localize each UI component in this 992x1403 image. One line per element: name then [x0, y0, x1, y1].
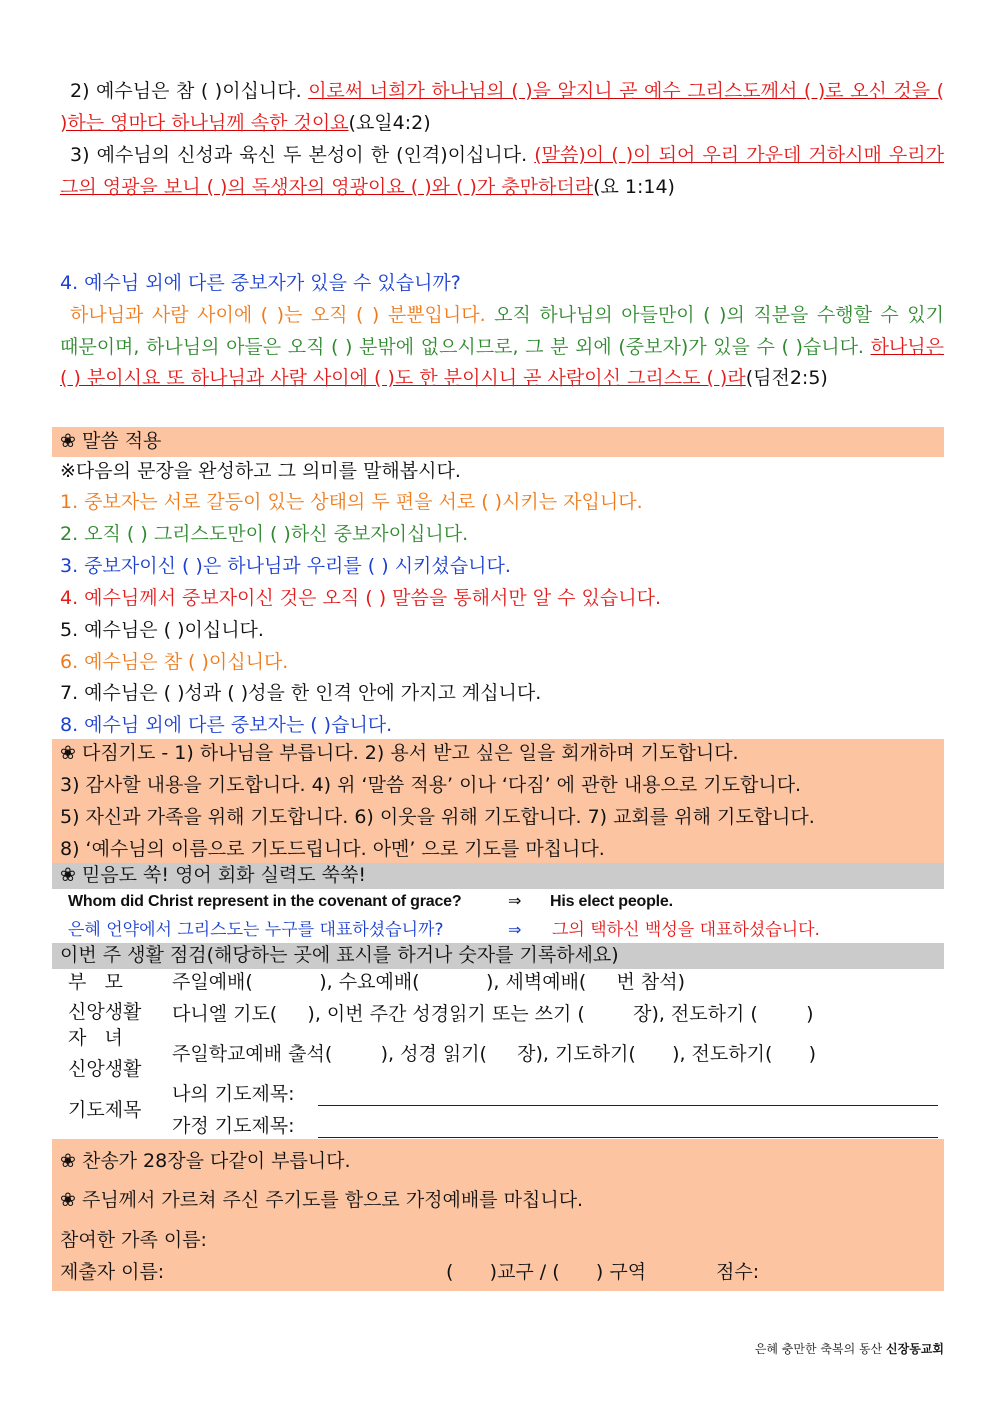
parent-label-1: 부 모	[68, 971, 123, 993]
prayer-line-3: 5) 자신과 가족을 위해 기도합니다. 6) 이웃을 위해 기도합니다. 7) 교회를 위해 기도합니다.	[60, 806, 815, 828]
question-4-answer: 하나님과 사람 사이에 ( )는 오직 ( ) 분뿐입니다. 오직 하나님의 아들만이 ( )의 직분을 수행할 수 있기 때문이며, 하나님의 아들은 오직 ( ) 분밖에 없으시므로, 그 분 외에 (중보자)가 있을 수 ( )습니다. 하나님은 ( ) 분이시요 또 하나님과 사람 사이에 ( )도 한 분이시니 곧 사람이신 그리스도 ( )라(딤전2:5)	[60, 304, 944, 389]
english-header: ❀ 믿음도 쑥! 영어 회화 실력도 쑥쑥!	[60, 864, 366, 886]
question-4-title: 4. 예수님 외에 다른 중보자가 있을 수 있습니까?	[60, 272, 461, 294]
apply-intro: ※다음의 문장을 완성하고 그 의미를 말해봅시다.	[60, 460, 461, 482]
child-label-1: 자 녀	[68, 1027, 123, 1049]
prayer-line-1: ❀ 다짐기도 - 1) 하나님을 부릅니다. 2) 용서 받고 싶은 일을 회개하며 기도합니다.	[60, 742, 739, 764]
lords-prayer-line: ❀ 주님께서 가르쳐 주신 주기도를 함으로 가정예배를 마칩니다.	[60, 1189, 584, 1211]
apply-item-7: 7. 예수님은 ( )성과 ( )성을 한 인격 안에 가지고 계십니다.	[60, 682, 542, 704]
parent-row-1: 주일예배( ), 수요예배( ), 세벽예배( 번 참석)	[172, 971, 686, 993]
english-answer: His elect people.	[550, 893, 673, 910]
child-label-2: 신앙생활	[68, 1058, 142, 1080]
hymn-line: ❀ 찬송가 28장을 다같이 부릅니다.	[60, 1150, 351, 1172]
child-row: 주일학교예배 출석( ), 성경 읽기( 장), 기도하기( ), 전도하기( )	[172, 1043, 817, 1065]
district-field: ( )교구 / ( ) 구역	[446, 1261, 647, 1283]
parent-row-2: 다니엘 기도( ), 이번 주간 성경읽기 또는 쓰기 ( 장), 전도하기 ( )	[172, 1003, 814, 1025]
apply-item-2: 2. 오직 ( ) 그리스도만이 ( )하신 중보자이십니다.	[60, 523, 469, 545]
apply-item-8: 8. 예수님 외에 다른 중보자는 ( )습니다.	[60, 714, 393, 736]
parent-label-2: 신앙생활	[68, 1001, 142, 1023]
apply-item-6: 6. 예수님은 참 ( )이십니다.	[60, 651, 289, 673]
church-name: 신장동교회	[886, 1342, 944, 1356]
family-prayer-label: 가정 기도제목:	[172, 1115, 295, 1137]
korean-arrow: ⇒	[508, 922, 522, 939]
family-names-label: 참여한 가족 이름:	[60, 1229, 207, 1251]
apply-item-4: 4. 예수님께서 중보자이신 것은 오직 ( ) 말씀을 통해서만 알 수 있습니다.	[60, 587, 661, 609]
prayer-topic-label: 기도제목	[68, 1099, 142, 1121]
footer-motto: 은혜 충만한 축복의 동산 신장동교회	[754, 1342, 944, 1356]
korean-question: 은혜 언약에서 그리스도는 누구를 대표하셨습니까?	[68, 920, 444, 940]
my-prayer-line[interactable]	[318, 1105, 938, 1106]
apply-item-5: 5. 예수님은 ( )이십니다.	[60, 619, 264, 641]
english-arrow: ⇒	[508, 893, 522, 910]
apply-header: ❀ 말씀 적용	[60, 430, 162, 452]
family-prayer-line[interactable]	[318, 1137, 938, 1138]
apply-item-3: 3. 중보자이신 ( )은 하나님과 우리를 ( ) 시키셨습니다.	[60, 555, 511, 577]
submitter-label: 제출자 이름:	[60, 1261, 165, 1283]
paragraph-3: 3) 예수님의 신성과 육신 두 본성이 한 (인격)이십니다. (말씀)이 ( )이 되어 우리 가운데 거하시매 우리가 그의 영광을 보니 ( )의 독생자의 영광이요 ( )와 ( )가 충만하더라(요 1:14)	[60, 144, 944, 198]
checklist-header: 이번 주 생활 점검(해당하는 곳에 표시를 하거나 숫자를 기록하세요)	[60, 944, 619, 966]
paragraph-2: 2) 예수님은 참 ( )이십니다. 이로써 너희가 하나님의 ( )을 알지니 곧 예수 그리스도께서 ( )로 오신 것을 ( )하는 영마다 하나님께 속한 것이요(요일4:2)	[60, 80, 944, 134]
score-label: 점수:	[716, 1261, 760, 1283]
english-question: Whom did Christ represent in the covenant of grace?	[68, 893, 462, 910]
apply-item-1: 1. 중보자는 서로 갈등이 있는 상태의 두 편을 서로 ( )시키는 자입니다.	[60, 491, 643, 513]
my-prayer-label: 나의 기도제목:	[172, 1083, 295, 1105]
prayer-line-4: 8) ‘예수님의 이름으로 기도드립니다. 아멘’ 으로 기도를 마칩니다.	[60, 838, 605, 860]
prayer-line-2: 3) 감사할 내용을 기도합니다. 4) 위 ‘말씀 적용’ 이나 ‘다짐’ 에 관한 내용으로 기도합니다.	[60, 774, 802, 796]
korean-answer: 그의 택하신 백성을 대표하셨습니다.	[552, 920, 820, 940]
